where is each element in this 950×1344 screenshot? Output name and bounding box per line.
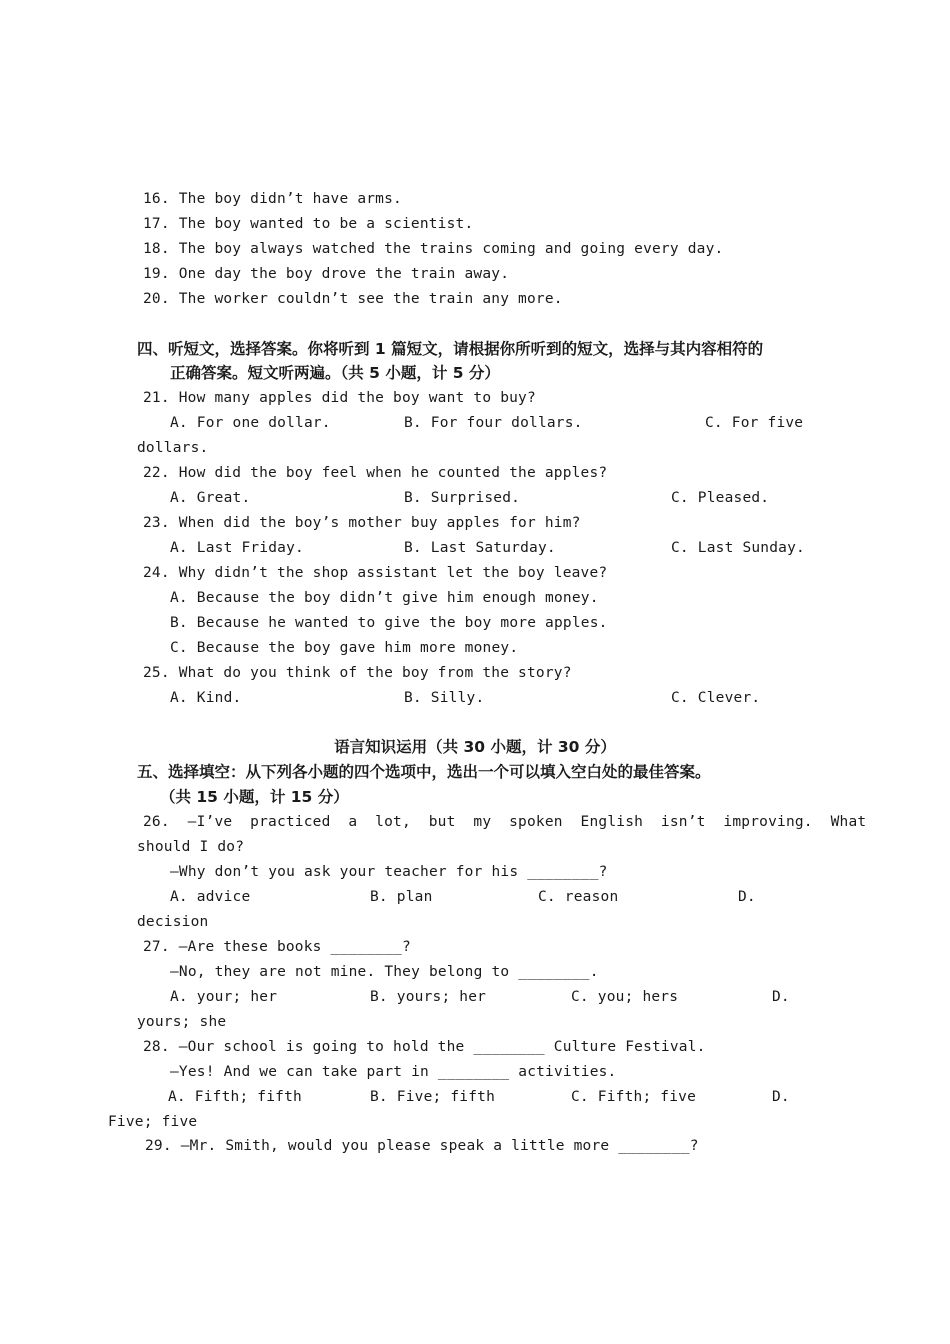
- question-27-option-b: B. yours; her: [370, 989, 487, 1005]
- question-24-option-a: A. Because the boy didn’t give him enough money.: [170, 590, 599, 606]
- question-24-option-c: C. Because the boy gave him more money.: [170, 640, 519, 656]
- question-26-option-c: C. reason: [538, 889, 619, 905]
- question-17: 17. The boy wanted to be a scientist.: [143, 216, 474, 232]
- question-26-line3: —Why don’t you ask your teacher for his ________?: [170, 864, 608, 880]
- section-5-heading-line2: （共 15 小题，计 15 分）: [160, 788, 349, 806]
- question-21: 21. How many apples did the boy want to buy?: [143, 390, 536, 406]
- question-26-line1: 26. —I’ve practiced a lot, but my spoken English isn’t improving. What: [143, 814, 867, 830]
- question-27-line1: 27. —Are these books ________?: [143, 939, 411, 955]
- question-28-option-a: A. Fifth; fifth: [168, 1089, 302, 1105]
- question-29-line1: 29. —Mr. Smith, would you please speak a little more ________?: [145, 1138, 699, 1154]
- section-4-heading-line1: 四、听短文，选择答案。你将听到 1 篇短文，请根据你所听到的短文，选择与其内容相符的: [137, 340, 764, 358]
- question-23-option-c: C. Last Sunday.: [671, 540, 805, 556]
- question-26-line2: should I do?: [137, 839, 245, 855]
- question-26-option-d-wrap: decision: [137, 914, 209, 930]
- question-22-option-c: C. Pleased.: [671, 490, 770, 506]
- question-21-option-b: B. For four dollars.: [404, 415, 583, 431]
- question-18: 18. The boy always watched the trains coming and going every day.: [143, 241, 724, 257]
- question-25-option-a: A. Kind.: [170, 690, 242, 706]
- question-25-option-c: C. Clever.: [671, 690, 761, 706]
- question-26-option-a: A. advice: [170, 889, 251, 905]
- question-28-option-d-wrap: Five; five: [108, 1114, 198, 1130]
- question-27-option-d: D.: [772, 989, 790, 1005]
- question-19: 19. One day the boy drove the train away.: [143, 266, 510, 282]
- question-26-option-b: B. plan: [370, 889, 433, 905]
- question-26-option-d: D.: [738, 889, 756, 905]
- question-20: 20. The worker couldn’t see the train any more.: [143, 291, 563, 307]
- question-22-option-a: A. Great.: [170, 490, 251, 506]
- question-28-line1: 28. —Our school is going to hold the ________ Culture Festival.: [143, 1039, 706, 1055]
- question-28-option-b: B. Five; fifth: [370, 1089, 496, 1105]
- question-22: 22. How did the boy feel when he counted the apples?: [143, 465, 608, 481]
- question-24-option-b: B. Because he wanted to give the boy more apples.: [170, 615, 608, 631]
- question-16: 16. The boy didn’t have arms.: [143, 191, 402, 207]
- question-21-option-a: A. For one dollar.: [170, 415, 331, 431]
- question-25: 25. What do you think of the boy from the story?: [143, 665, 572, 681]
- question-23-option-a: A. Last Friday.: [170, 540, 304, 556]
- question-28-option-d: D.: [772, 1089, 790, 1105]
- question-28-line2: —Yes! And we can take part in ________ activities.: [170, 1064, 617, 1080]
- question-23-option-b: B. Last Saturday.: [404, 540, 556, 556]
- section-4-heading-line2: 正确答案。短文听两遍。（共 5 小题，计 5 分）: [170, 364, 500, 382]
- question-27-option-d-wrap: yours; she: [137, 1014, 227, 1030]
- question-22-option-b: B. Surprised.: [404, 490, 521, 506]
- question-27-line2: —No, they are not mine. They belong to ________.: [170, 964, 599, 980]
- question-21-option-c-wrap: dollars.: [137, 440, 209, 456]
- question-25-option-b: B. Silly.: [404, 690, 485, 706]
- question-27-option-a: A. your; her: [170, 989, 278, 1005]
- question-28-option-c: C. Fifth; five: [571, 1089, 697, 1105]
- question-23: 23. When did the boy’s mother buy apples for him?: [143, 515, 581, 531]
- part-2-title: 语言知识运用（共 30 小题，计 30 分）: [334, 738, 616, 756]
- question-24: 24. Why didn’t the shop assistant let the boy leave?: [143, 565, 608, 581]
- question-27-option-c: C. you; hers: [571, 989, 679, 1005]
- question-21-option-c: C. For five: [705, 415, 804, 431]
- section-5-heading-line1: 五、选择填空：从下列各小题的四个选项中，选出一个可以填入空白处的最佳答案。: [137, 763, 711, 781]
